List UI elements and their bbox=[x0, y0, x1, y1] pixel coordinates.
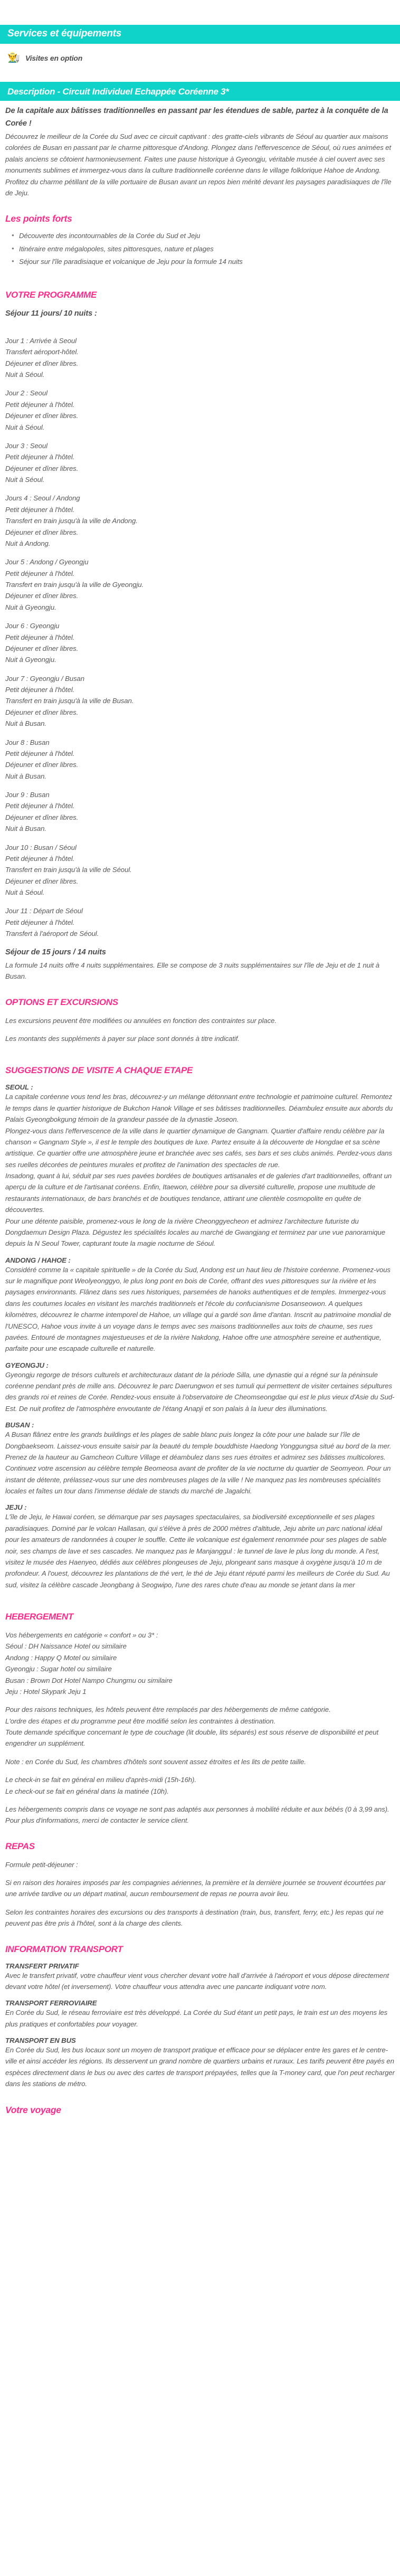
day-title: Jour 8 : Busan bbox=[5, 738, 50, 746]
list-item: • Séjour sur l'île paradisiaque et volcanique de Jeju pour la formule 14 nuits bbox=[19, 255, 395, 268]
day-title: Jour 10 : Busan / Séoul bbox=[5, 843, 77, 851]
checkout-line: Le check-out se fait en général dans la matinée (10h). bbox=[5, 1787, 169, 1795]
options-paragraph: Les excursions peuvent être modifiées ou annulées en fonction des contraintes sur place. bbox=[5, 1016, 277, 1025]
programme-day bbox=[5, 387, 395, 433]
hotel-line: Gyeongju : Sugar hotel ou similaire bbox=[5, 1665, 112, 1673]
programme-day bbox=[5, 905, 395, 939]
hebergement-title: HEBERGEMENT bbox=[5, 1612, 73, 1622]
day-line: Transfert à l'aéroport de Séoul. bbox=[5, 930, 99, 938]
day-line: Déjeuner et dîner libres. bbox=[5, 412, 79, 420]
extended-stay-title: Séjour de 15 jours / 14 nuits bbox=[5, 948, 106, 956]
description-banner: Description - Circuit Individuel Echappée Coréenne 3* bbox=[0, 83, 400, 101]
day-line: Nuit à Séoul. bbox=[5, 423, 45, 431]
suggestion-stop-jeju bbox=[5, 1503, 395, 1590]
hebergement-note: L'ordre des étapes et du programme peut être modifié selon les contraintes à destination. bbox=[5, 1717, 275, 1725]
day-title: Jour 6 : Gyeongju bbox=[5, 622, 60, 630]
stop-name: ANDONG / HAHOE : bbox=[5, 1256, 71, 1264]
extended-stay-body: La formule 14 nuits offre 4 nuits supplémentaires. Elle se compose de 3 nuits supplémentaires sur l'île de Jeju et de 1 nuit à Busan. bbox=[5, 961, 380, 981]
suggestion-stop-gyeongju bbox=[5, 1361, 395, 1415]
day-line: Déjeuner et dîner libres. bbox=[5, 464, 79, 472]
stop-name: JEJU : bbox=[5, 1503, 27, 1512]
transport-body: En Corée du Sud, les bus locaux sont un moyen de transport pratique et efficace pour se déplacer entre les gares et le centre-ville et ainsi accéder les régions. Ils desservent un grand nombre de quartiers urbains et ruraux. Les tarifs peuvent être payés en espèces directement dans le bus ou avec des cartes de transport prépayées, telles que la T-money card, que l'on peut recharger dans les stations de métro. bbox=[5, 2046, 395, 2088]
points-forts-list bbox=[5, 230, 395, 268]
hebergement-room-note: Note : en Corée du Sud, les chambres d'hôtels sont souvent assez étroites et les lits de petite taille. bbox=[5, 1757, 306, 1766]
day-line: Transfert en train jusqu'à la ville de Andong. bbox=[5, 517, 138, 525]
list-item: • Découverte des incontournables de la Corée du Sud et Jeju bbox=[19, 230, 395, 242]
stop-paragraph: Plongez-vous dans l'effervescence de la ville dans le quartier dynamique de Gangnam. Quartier d'affaire rendu célèbre par la chanson « Gangnam Style », il est le temple des boutiques de luxe. Partez ensuite à la découverte de Hongdae et sa scène artistique. Ce quartier offre une atmosphère jeune et branchée avec ses cafés, ses bars et ses clubs animés. Perdez-vous dans ses ruelles décorées de peintures murales et profitez de l'animation des spectacles de rue. bbox=[5, 1126, 392, 1169]
transport-title: INFORMATION TRANSPORT bbox=[5, 1944, 123, 1954]
points-forts-title: Les points forts bbox=[5, 213, 72, 224]
day-line: Nuit à Busan. bbox=[5, 719, 46, 728]
day-line: Transfert en train jusqu'à la ville de Séoul. bbox=[5, 866, 132, 874]
day-line: Nuit à Séoul. bbox=[5, 888, 45, 897]
day-line: Déjeuner et dîner libres. bbox=[5, 592, 79, 600]
day-line: Petit déjeuner à l'hôtel. bbox=[5, 505, 75, 514]
day-line: Nuit à Gyeongju. bbox=[5, 656, 56, 664]
day-line: Déjeuner et dîner libres. bbox=[5, 708, 79, 716]
stop-name: SEOUL : bbox=[5, 1083, 33, 1092]
description-body: Découvrez le meilleur de la Corée du Sud avec ce circuit captivant : des gratte-ciels vibrants de Séoul au quartier aux maisons colorées de Busan en passant par le charme pittoresque d'Andong. Plongez dans l'effervescence de Séoul, où rues animées et palais anciens se côtoient harmonieusement. Faites une pause historique à Gyeongju, véritable musée à ciel ouvert avec ses monuments sublimes et immergez-vous dans la culture traditionnelle coréenne dans le village folklorique Hahoe de Andong. Profitez du charme pétillant de la ville portuaire de Busan avant un repos bien mérité devant les paysages paradisiaques de l'île de Jeju. bbox=[5, 132, 392, 197]
stop-name: GYEONGJU : bbox=[5, 1361, 49, 1369]
service-item-label: Visites en option bbox=[25, 53, 83, 62]
programme-day bbox=[5, 673, 395, 730]
programme-subtitle: Séjour 11 jours/ 10 nuits : bbox=[5, 309, 97, 318]
day-title: Jours 4 : Seoul / Andong bbox=[5, 494, 80, 503]
repas-paragraph: Selon les contraintes horaires des excursions ou des transports à destination (train, bus, transfert, ferry, etc.) les repas qui ne peuvent pas être pris à l'hôtel, sont à la charge des clients. bbox=[5, 1908, 384, 1928]
day-title: Jour 9 : Busan bbox=[5, 791, 50, 799]
day-line: Déjeuner et dîner libres. bbox=[5, 528, 79, 536]
hebergement-accessibility-note: Les hébergements compris dans ce voyage ne sont pas adaptés aux personnes à mobilité réduite et aux bébés (0 à 3,99 ans). Pour plus d'informations, merci de contacter le service client. bbox=[5, 1805, 389, 1825]
service-item-visites-en-option bbox=[0, 44, 400, 70]
list-item: • Itinéraire entre mégalopoles, sites pittoresques, nature et plages bbox=[19, 243, 395, 255]
suggestion-stop-busan bbox=[5, 1421, 395, 1497]
programme-day bbox=[5, 335, 395, 381]
day-line: Petit déjeuner à l'hôtel. bbox=[5, 633, 75, 641]
day-line: Nuit à Busan. bbox=[5, 772, 46, 780]
day-line: Petit déjeuner à l'hôtel. bbox=[5, 854, 75, 863]
programme-day bbox=[5, 556, 395, 613]
transport-heading: TRANSPORT EN BUS bbox=[5, 2037, 76, 2045]
options-paragraph: Les montants des suppléments à payer sur place sont donnés à titre indicatif. bbox=[5, 1035, 240, 1043]
transport-heading: TRANSFERT PRIVATIF bbox=[5, 1962, 79, 1970]
day-title: Jour 3 : Seoul bbox=[5, 441, 47, 450]
day-line: Petit déjeuner à l'hôtel. bbox=[5, 453, 75, 461]
programme-title: VOTRE PROGRAMME bbox=[5, 289, 97, 300]
day-line: Déjeuner et dîner libres. bbox=[5, 813, 79, 821]
day-line: Déjeuner et dîner libres. bbox=[5, 359, 79, 367]
day-line: Déjeuner et dîner libres. bbox=[5, 877, 79, 885]
programme-day bbox=[5, 737, 395, 782]
hebergement-note: Toute demande spécifique concernant le type de couchage (lit double, lits séparés) est sous réserve de disponibilité et peut engendrer un supplément. bbox=[5, 1728, 379, 1748]
day-line: Petit déjeuner à l'hôtel. bbox=[5, 749, 75, 757]
transport-section-ferroviaire bbox=[5, 1999, 395, 2030]
hotel-line: Séoul : DH Naissance Hotel ou similaire bbox=[5, 1642, 127, 1651]
day-line: Nuit à Séoul. bbox=[5, 371, 45, 379]
day-title: Jour 5 : Andong / Gyeongju bbox=[5, 558, 89, 566]
transport-section-bus bbox=[5, 2037, 395, 2090]
stop-paragraph: L'île de Jeju, le Hawai coréen, se démarque par ses paysages spectaculaires, sa biodiversité exceptionnelle et ses plages paradisiaques. Dominé par le volcan Hallasan, qui s'élève à près de 2000 mètres d'altitude, Jeju abrite un parc national idéal pour les amateurs de randonnées à couper le souffle. Cette ile volcanique est également renommée pour ses plages de sable noir, ses champs de lave et ses cascades. Ne manquez pas le Manjanggul : le tunnel de lave le plus long du monde. A l'est, visitez le musée des Haenyeo, dédiés aux célèbres plongeuses de Jeju, plongeant sans masque à oxygène jusqu'à 10 m de profondeur. A l'ouest, découvrez les plantations de thé vert, le thé de Jeju étant réputé parmi les meilleurs de Corée du Sud. Au sud, visitez la célèbre cascade Jeongbang à Seogwipo, l'une des rares chute d'eau au monde se jetant dans la mer bbox=[5, 1513, 390, 1589]
suggestion-stop-andong-hahoe bbox=[5, 1256, 395, 1355]
day-title: Jour 2 : Seoul bbox=[5, 389, 47, 397]
checkin-line: Le check-in se fait en général en milieu d'après-midi (15h-16h). bbox=[5, 1776, 196, 1784]
suggestion-stop-seoul bbox=[5, 1083, 395, 1249]
transport-body: En Corée du Sud, le réseau ferroviaire est très développé. La Corée du Sud étant un petit pays, le train est un des moyens les plus pratiques et confortables pour voyager. bbox=[5, 2009, 388, 2028]
stop-paragraph: A Busan flânez entre les grands buildings et les plages de sable blanc puis longez la côte pour une balade sur l'île de Dongbaekseom. Laissez-vous ensuite saisir par la beauté du temple bouddhiste Haedong Yonggungsa situé au bord de la mer. Prenez de la hauteur au Gamcheon Culture Village et déambulez dans ses rues étroites et admirez ses bâtisses multicolores. Continuez votre ascension au célèbre temple Beomeosa avant de profiter de la vie nocturne du quartier de Seomyeon. Pour un instant de détente, prélassez-vous sur une des nombreuses plages de la ville ! Ne manquez pas les nombreuses spécialités locales et faîtes un tour dans l'immense dédale de stands du marché de Jagalchi. bbox=[5, 1431, 392, 1495]
day-line: Nuit à Gyeongju. bbox=[5, 603, 56, 611]
description-content bbox=[0, 101, 400, 2126]
programme-day bbox=[5, 789, 395, 835]
stop-paragraph: Gyeongju regorge de trésors culturels et architecturaux datant de la période Silla, une dynastie qui a régné sur la péninsule coréenne pendant près de mille ans. Découvrez le parc Daerungwon et ses tumuli qui permettent de visiter certaines sépultures des grands roi et reines de Corée. Rendez-vous ensuite à l'observatoire de Cheomseongdae qui est le plus vieux d'Asie du Sud-Est. De nuit profitez de l'atmosphère envoutante de l'étang Anapji et son palais à la lueur des illuminations. bbox=[5, 1370, 395, 1413]
day-line: Petit déjeuner à l'hôtel. bbox=[5, 686, 75, 694]
programme-day bbox=[5, 842, 395, 898]
stop-paragraph: La capitale coréenne vous tend les bras, découvrez-y un mélange détonnant entre technologie et patrimoine culturel. Remontez le temps dans le quartier historique de Bukchon Hanok Village et ses bâtisses traditionnelles. Déambulez ensuite aux abords du Palais Gyeongbokgung témoin de la grandeur passée de la dynastie Joseon. bbox=[5, 1093, 393, 1124]
day-line: Transfert en train jusqu'à la ville de Gyeongju. bbox=[5, 581, 144, 589]
day-line: Déjeuner et dîner libres. bbox=[5, 761, 79, 769]
options-title: OPTIONS ET EXCURSIONS bbox=[5, 997, 118, 1007]
day-line: Déjeuner et dîner libres. bbox=[5, 644, 79, 652]
stop-name: BUSAN : bbox=[5, 1421, 34, 1429]
programme-day bbox=[5, 440, 395, 486]
repas-formule: Formule petit-déjeuner : bbox=[5, 1860, 78, 1869]
day-line: Petit déjeuner à l'hôtel. bbox=[5, 802, 75, 810]
farmer-icon: 👨‍🌾 bbox=[7, 52, 20, 63]
hebergement-note: Pour des raisons techniques, les hôtels peuvent être remplacés par des hébergements de même catégorie. bbox=[5, 1706, 331, 1714]
day-line: Petit déjeuner à l'hôtel. bbox=[5, 569, 75, 577]
stop-paragraph: Insadong, quant à lui, séduit par ses rues pavées bordées de boutiques artisanales et de galeries d'art traditionnelles, offrant un aperçu de la culture et de l'artisanat coréens. Enfin, Itaewon, célèbre pour sa diversité culturelle, propose une multitude de restaurants internationaux, de bars branchés et de boutiques tendance, attirant une clientèle cosmopolite en quête de découvertes. bbox=[5, 1172, 392, 1214]
day-line: Petit déjeuner à l'hôtel. bbox=[5, 918, 75, 926]
repas-paragraph: Si en raison des horaires imposés par les compagnies aériennes, la première et la dernière journée se trouvent écourtées par une arrivée tardive ou un départ matinal, aucun remboursement de repas ne pourra avoir lieu. bbox=[5, 1879, 386, 1898]
day-line: Nuit à Andong. bbox=[5, 539, 51, 547]
day-line: Petit déjeuner à l'hôtel. bbox=[5, 400, 75, 409]
repas-title: REPAS bbox=[5, 1841, 35, 1851]
transport-section-privatif bbox=[5, 1962, 395, 1993]
day-line: Transfert aéroport-hôtel. bbox=[5, 348, 79, 356]
transport-body: Avec le transfert privatif, votre chauffeur vient vous chercher devant votre hall d'arrivée à l'aéroport et vous dépose directement devant votre hôtel (et inversement). Votre chauffeur vous attendra avec une pancarte indiquant votre nom. bbox=[5, 1971, 389, 1991]
day-line: Nuit à Séoul. bbox=[5, 476, 45, 484]
programme-day bbox=[5, 620, 395, 666]
day-title: Jour 7 : Gyeongju / Busan bbox=[5, 674, 84, 683]
top-spacer bbox=[0, 0, 400, 25]
suggestions-title: SUGGESTIONS DE VISITE A CHAQUE ETAPE bbox=[5, 1065, 193, 1076]
programme-day bbox=[5, 493, 395, 549]
day-title: Jour 1 : Arrivée à Seoul bbox=[5, 336, 77, 345]
votre-voyage-title: Votre voyage bbox=[5, 2104, 61, 2115]
day-title: Jour 11 : Départ de Séoul bbox=[5, 907, 83, 915]
description-lead: De la capitale aux bâtisses traditionnelles en passant par les étendues de sable, partez à la conquête de la Corée ! bbox=[5, 107, 388, 128]
hotel-line: Andong : Happy Q Motel ou similaire bbox=[5, 1653, 117, 1662]
stop-paragraph: Considéré comme la « capitale spirituelle » de la Corée du Sud, Andong est un haut lieu de l'histoire coréenne. Promenez-vous sur le magnifique pont Weolyeonggyo, le plus long pont en bois de Corée, offrant des vues pittoresques sur la rivière et les paysages environnants. Flânez dans ses rues historiques, parsemées de hanoks authentiques et de temples. Immergez-vous dans les coutumes locales en visitant les marchés traditionnels et l'école du confucianisme Dosanseowon. A quelques kilomètres, découvrez le charme intemporel de Hahoe, un village qui a gardé son âme d'antan. Inscrit au patrimoine mondial de l'UNESCO, Hahoe vous invite à un voyage dans le temps avec ses maisons traditionnelles aux toits de chaume, ses rues pavées. Entouré de montagnes majestueuses et de la rivière Nakdong, Hahoe offre une atmosphère sereine et authentique, parfaite pour une escapade culturelle et naturelle. bbox=[5, 1265, 392, 1353]
day-line: Nuit à Busan. bbox=[5, 825, 46, 833]
hotel-line: Busan : Brown Dot Hotel Nampo Chungmu ou similaire bbox=[5, 1676, 173, 1684]
services-banner: Services et équipements bbox=[0, 25, 400, 44]
hotel-line: Jeju : Hotel Skypark Jeju 1 bbox=[5, 1687, 87, 1696]
day-line: Transfert en train jusqu'à la ville de Busan. bbox=[5, 697, 134, 705]
hebergement-intro: Vos hébergements en catégorie « confort » ou 3* : bbox=[5, 1631, 158, 1640]
stop-paragraph: Pour une détente paisible, promenez-vous le long de la rivière Cheonggyecheon et admirez l'architecture futuriste du Dongdaemun Design Plaza. Dégustez les spécialités locales au marché de Gwangjang et terminez par une vue panoramique depuis la N Seoul Tower, capturant toute la magie nocturne de Séoul. bbox=[5, 1217, 385, 1248]
transport-heading: TRANSPORT FERROVIAIRE bbox=[5, 1999, 97, 2007]
